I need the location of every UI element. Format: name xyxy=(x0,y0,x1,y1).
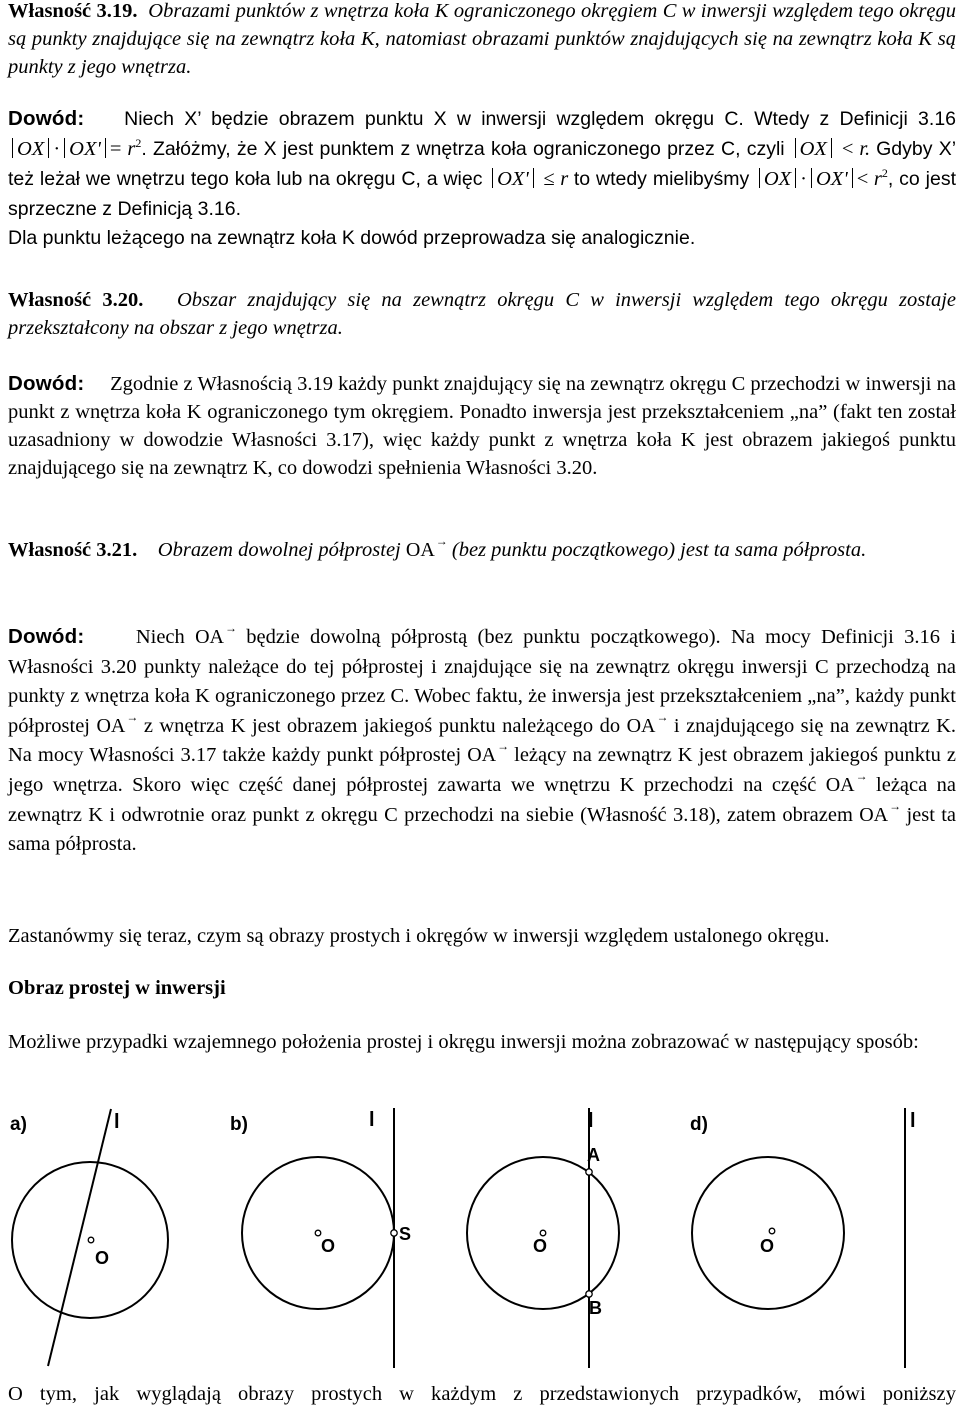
formula-inside: OX < r. xyxy=(791,138,871,160)
property-3-19 xyxy=(8,0,956,81)
center-point xyxy=(769,1228,775,1234)
formula-inversion: OX · $OX' = r^2$ xyxy=(8,138,141,160)
proof-analogy: Dla punktu leżącego na zewnątrz koła K dowód przeprowadza się analogicznie. xyxy=(8,227,696,249)
figure-a xyxy=(10,1109,168,1366)
proof-text: Niech X’ będzie obrazem punktu X w inwersji względem okręgu C. Wtedy z Definicji 3.16 xyxy=(124,108,957,130)
figure-tag: b) xyxy=(230,1114,248,1135)
figure-tag: a) xyxy=(10,1114,27,1135)
proof-label: Dowód: xyxy=(8,107,85,130)
line-label: l xyxy=(369,1109,375,1131)
proof-3-21: Dowód: Niech OA → będzie dowolną półprostą (bez punktu początkowego). Na mocy Definicji 3.16 i Własności 3.20 punkty należące do tej półprostej i znajdujące się na zewnątrz okręgu inwersji C przechodzą na punkty z wnętrza koła K ograniczonego przez C. Wobec faktu, że inwersja jest przekształceniem „na”, każdy punkt półprostej OA → z wnętrza K jest obrazem jakiegoś punktu należącego do OA → i znajdującego się na zewnątrz K. Na mocy Własności 3.17 także każdy punkt półprostej OA → leżący na zewnątrz K jest obrazem jakiegoś punktu z jego wnętrza. Skoro więc część danej półprostej zawarta we wnętrzu K przechodzi na część OA → leżąca na zewnątrz K i odwrotnie oraz punkt z okręgu C przechodzi na siebie (Własność 3.18), zatem obrazem OA → jest ta sama półprosta. xyxy=(8,622,956,860)
intro-paragraph: Zastanówmy się teraz, czym są obrazy prostych i okręgów w inwersji względem ustalonego okręgu. xyxy=(8,925,830,947)
line-label: l xyxy=(910,1110,916,1132)
cases-paragraph: Możliwe przypadki wzajemnego położenia prostej i okręgu inwersji można zobrazować w następujący sposób: xyxy=(8,1031,919,1053)
center-point xyxy=(315,1230,321,1236)
intersection-point-a xyxy=(586,1169,592,1175)
intersection-label-a: A xyxy=(587,1145,600,1165)
line-label: l xyxy=(114,1111,120,1133)
center-label: O xyxy=(760,1236,775,1256)
center-label: O xyxy=(533,1236,548,1256)
proof-3-20 xyxy=(8,370,956,482)
property-3-21: Własność 3.21. Obrazem dowolnej półprostej OA → (bez punktu początkowego) jest ta sama półprosta. xyxy=(8,536,956,565)
inversion-circle xyxy=(692,1157,844,1309)
figure-c xyxy=(467,1108,619,1368)
proof-text: Zgodnie z Własnością 3.19 każdy punkt znajdujący się na zewnątrz okręgu C przechodzi w inwersji na punkt z wnętrza koła K ograniczonego tym okręgiem. Ponadto inwersja jest przekształceniem „na” (fakt ten został uzasadniony w dowodzie Własności 3.17), więc każdy punkt z wnętrza koła K jest obrazem jakiegoś punktu znajdującego się na zewnątrz K, co dowodzi spełnienia Własności 3.20. xyxy=(8,373,956,479)
center-label: O xyxy=(321,1236,336,1256)
ray-oa: OA → xyxy=(195,623,236,653)
property-statement: Obszar znajdujący się na zewnątrz okręgu C w inwersji względem tego okręgu zostaje przekształcony na obszar z jego wnętrza. xyxy=(8,289,956,339)
property-label: Własność 3.19. xyxy=(8,0,138,22)
line-label: l xyxy=(588,1110,594,1132)
center-point xyxy=(88,1237,94,1243)
figure-d xyxy=(690,1108,916,1368)
proof-label: Dowód: xyxy=(8,372,85,395)
property-3-20 xyxy=(8,286,956,342)
tangent-label: S xyxy=(399,1224,412,1244)
line-l xyxy=(48,1109,111,1366)
center-label: O xyxy=(95,1248,110,1268)
figures-line-circle-cases xyxy=(0,1100,960,1380)
footer-paragraph: O tym, jak wyglądają obrazy prostych w każdym z przedstawionych przypadków, mówi poniższy xyxy=(8,1383,956,1405)
ray-oa: OA → xyxy=(627,712,668,742)
property-statement: Obrazami punktów z wnętrza koła K ograniczonego okręgiem C w inwersji względem tego okręgu są punkty znajdujące się na zewnątrz koła K, natomiast obrazami punktów znajdujących się na zewnątrz koła K są punkty z jego wnętrza. xyxy=(8,0,957,78)
section-title: Obraz prostej w inwersji xyxy=(8,977,226,999)
property-label: Własność 3.20. xyxy=(8,289,144,311)
proof-label: Dowód: xyxy=(8,625,85,648)
figure-tag: d) xyxy=(690,1114,708,1135)
tangent-point xyxy=(391,1230,397,1236)
formula-contradiction: OX · $OX' < r^2$ xyxy=(755,168,888,190)
intersection-label-b: B xyxy=(589,1298,602,1318)
ray-oa: OA → xyxy=(826,771,867,801)
property-label: Własność 3.21. xyxy=(8,539,138,561)
figure-b xyxy=(230,1108,411,1368)
center-point xyxy=(540,1230,546,1236)
ray-oa: OA → xyxy=(96,712,137,742)
proof-3-19: Dowód: Niech X’ będzie obrazem punktu X w inwersji względem okręgu C. Wtedy z Definicji 3.16 OX · $OX' = r^2$. Załóżmy, że X jest punktem z wnętrza koła ograniczonego przez C, czyli OX < r. Gdyby X’ też leżał we wnętrzu tego koła lub na okręgu C, a więc OX' ≤ r to wtedy mielibyśmy OX · $OX' < r^2$, co jest sprzeczne z Definicją 3.16. Dla punktu leżącego na zewnątrz koła K dowód przeprowadza się analogicznie. xyxy=(8,107,957,249)
ray-oa: OA → xyxy=(406,536,447,565)
ray-oa: OA → xyxy=(859,801,900,831)
intersection-point-b xyxy=(586,1291,592,1297)
ray-oa: OA → xyxy=(467,741,508,771)
formula-le: OX' ≤ r xyxy=(488,168,568,190)
